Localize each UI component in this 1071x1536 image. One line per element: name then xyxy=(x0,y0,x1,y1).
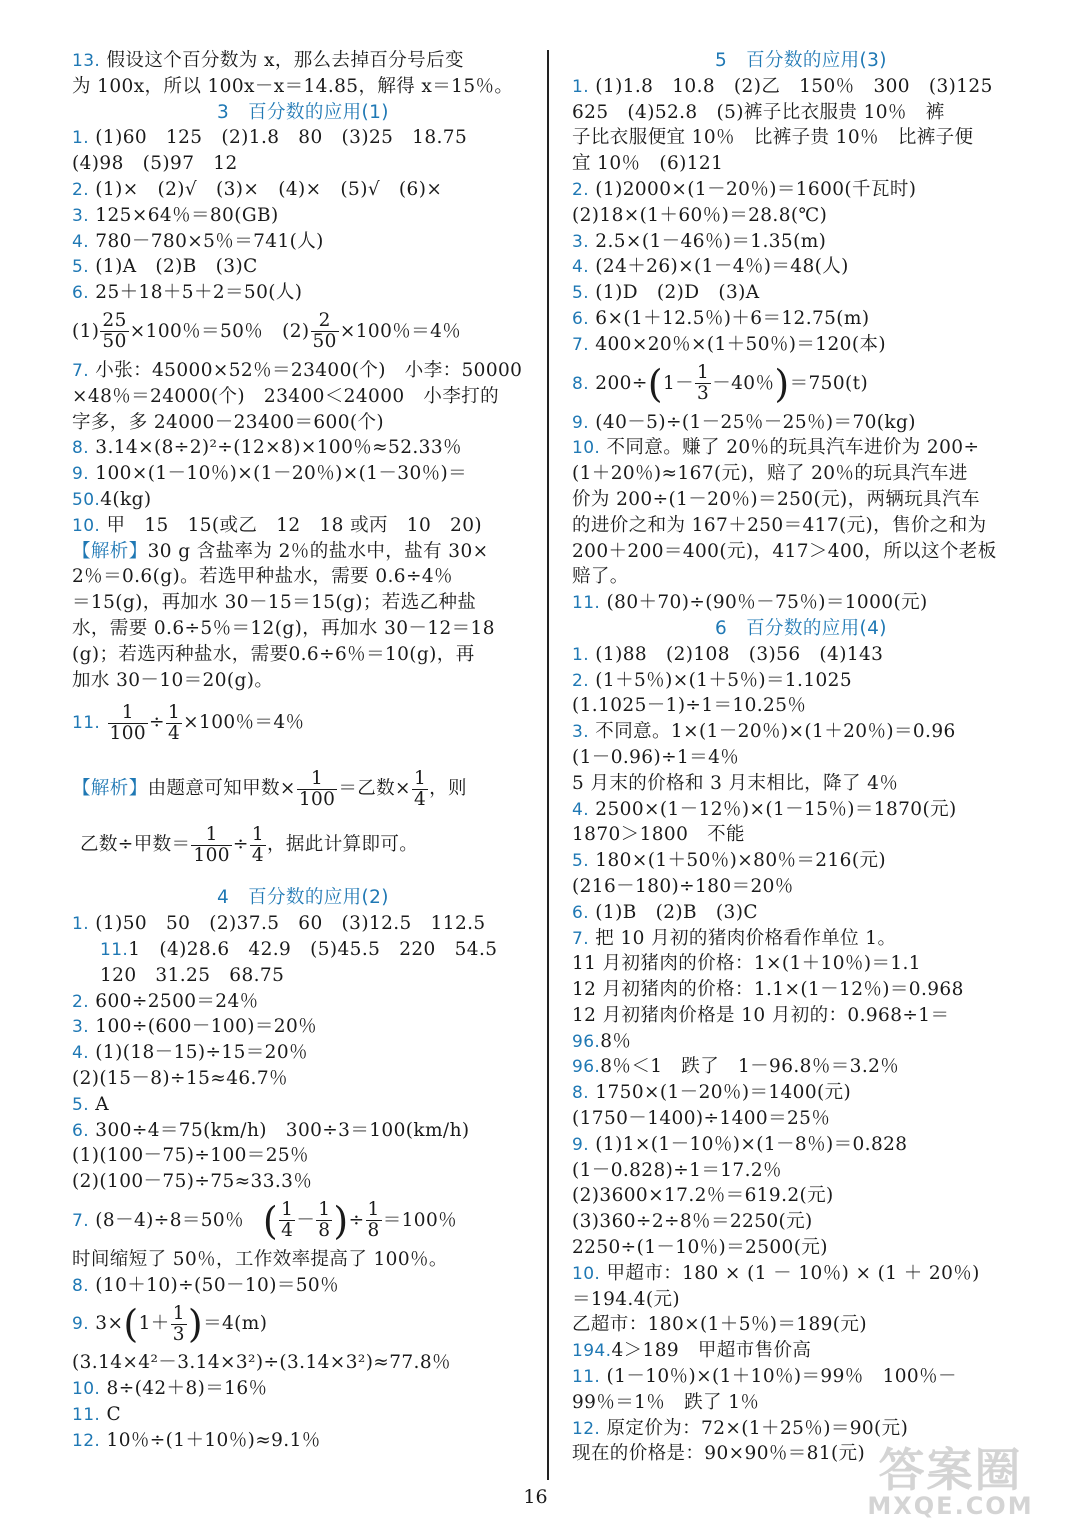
section-heading: 3 百分数的应用(1) xyxy=(217,101,389,123)
fraction: $\frac{1}{3}$ xyxy=(697,362,710,405)
text-line: 1. (1)88 (2)108 (3)56 (4)143 xyxy=(572,643,884,665)
watermark-url: MXQE.COM xyxy=(867,1492,1034,1520)
text-line: 6. (1)B (2)B (3)C xyxy=(572,901,758,923)
text-line: (1－0.828)÷1＝17.2％ xyxy=(572,1159,782,1181)
text-line: 3. 2.5×(1－46％)＝1.35(m) xyxy=(572,230,827,252)
text-line: (1－0.96)÷1＝4％ xyxy=(572,746,740,768)
text-line: (216－180)÷180＝20％ xyxy=(572,875,794,897)
analysis-line: 【解析】30 g 含盐率为 2％的盐水中，盐有 30× xyxy=(72,540,489,562)
fraction: $\frac{1}{100}$ xyxy=(193,823,230,866)
fraction: $\frac{1}{100}$ xyxy=(109,701,147,744)
text-line: 12 月初猪肉价格是 10 月初的：0.968÷1＝ xyxy=(572,1004,950,1026)
text-line: 10. 甲 15 15(或乙 12 18 或丙 10 20) xyxy=(72,514,482,536)
page-number: 16 xyxy=(523,1486,548,1508)
text-line: 99％＝1％ 跌了 1％ xyxy=(572,1391,760,1413)
text-line: 2250÷(1－10％)＝2500(元) xyxy=(572,1237,828,1259)
fraction: $\frac{1}{8}$ xyxy=(367,1199,380,1242)
text-line: (1)(100－75)÷100＝25％ xyxy=(72,1145,309,1167)
text-line: 9. 100×(1－10％)×(1－20％)×(1－30％)＝ xyxy=(72,463,468,485)
text-line: 11. (1－10％)×(1＋10％)＝99％ 100％－ xyxy=(572,1366,957,1388)
fraction-line: 8. 200÷(1－ $\frac{1}{3}$ －40％)＝750(t) xyxy=(572,361,869,406)
text-line: 9. (40－5)÷(1－25％－25％)＝70(kg) xyxy=(572,411,916,433)
text-line: 2. (1＋5％)×(1＋5％)＝1.1025 xyxy=(572,669,852,691)
text-line: 的进价之和为 167＋250＝417(元)，售价之和为 xyxy=(572,514,987,536)
text-line: 11.1 (4)28.6 42.9 (5)45.5 220 54.5 xyxy=(100,938,498,960)
text-line: 96.8％ xyxy=(572,1030,632,1052)
fraction: $\frac{1}{8}$ xyxy=(318,1199,331,1242)
text-line: 3. 不同意。1×(1－20％)×(1＋20％)＝0.96 xyxy=(572,721,956,743)
watermark-text: 答案圈 xyxy=(878,1443,1023,1497)
text-line: 2. (1)× (2)√ (3)× (4)× (5)√ (6)× xyxy=(72,178,443,200)
fraction-line: 乙数÷甲数＝ $\frac{1}{100}$ ÷ $\frac{1}{4}$ ，据此计算即可。 xyxy=(80,823,419,866)
text-line: (g)；若选丙种盐水，需要0.6÷6％＝10(g)，再 xyxy=(72,643,475,665)
text-line: 6. 25＋18＋5＋2＝50(人) xyxy=(72,282,303,304)
fraction: $\frac{1}{3}$ xyxy=(172,1302,185,1345)
fraction: $\frac{1}{4}$ xyxy=(167,701,181,744)
text-line: 12. 原定价为：72×(1＋25％)＝90(元) xyxy=(572,1417,909,1439)
text-line: 8. 3.14×(8÷2)²÷(12×8)×100％≈52.33％ xyxy=(72,437,462,459)
text-line: 4. (24＋26)×(1－4％)＝48(人) xyxy=(572,256,849,278)
text-line: 13. 假设这个百分数为 x，那么去掉百分号后变 xyxy=(72,50,464,71)
text-line: (2)3600×17.2％＝619.2(元) xyxy=(572,1185,834,1207)
text-line: 7. 小张：45000×52％＝23400(个) 小李：50000 xyxy=(72,359,523,381)
text-line: 10. 不同意。赚了 20％的玩具汽车进价为 200÷ xyxy=(572,437,980,459)
text-line: 现在的价格是：90×90％＝81(元) xyxy=(572,1443,866,1465)
text-line: 12 月初猪肉的价格：1.1×(1－12％)＝0.968 xyxy=(572,979,964,1001)
text-line: 96.8％＜1 跌了 1－96.8％＝3.2％ xyxy=(572,1056,900,1078)
fraction-line: 9. 3×(1＋ $\frac{1}{3}$ )＝4(m) xyxy=(72,1302,268,1347)
text-line: 2. (1)2000×(1－20％)＝1600(千瓦时) xyxy=(572,178,917,200)
text-line: 1. (1)1.8 10.8 (2)乙 150％ 300 (3)125 xyxy=(572,75,993,97)
text-line: 4. 780－780×5％＝741(人) xyxy=(72,230,324,252)
watermark-logo xyxy=(848,1443,1053,1520)
analysis-tag: 【解析】 xyxy=(72,540,148,562)
fraction: $\frac{1}{4}$ xyxy=(281,1199,294,1242)
fraction: $\frac{1}{4}$ xyxy=(251,823,264,866)
text-line: ＝194.4(元) xyxy=(572,1288,680,1310)
section-heading: 6 百分数的应用(4) xyxy=(715,617,887,639)
text-line: 子比衣服便宜 10％ 比裤子贵 10％ 比裤子便 xyxy=(572,127,974,149)
text-line: 6. 6×(1＋12.5％)＋6＝12.75(m) xyxy=(572,307,870,329)
text-line: 1. (1)50 50 (2)37.5 60 (3)12.5 112.5 xyxy=(72,913,486,935)
fraction: $\frac{2}{50}$ xyxy=(312,310,337,353)
text-line: 2％＝0.6(g)。若选甲种盐水，需要 0.6÷4％ xyxy=(72,566,453,588)
text-line: ×48％＝24000(个) 23400＜24000 小李打的 xyxy=(72,385,500,407)
text-line: 11. (80＋70)÷(90％－75％)＝1000(元) xyxy=(572,592,928,614)
fraction: $\frac{25}{50}$ xyxy=(102,310,127,353)
left-column xyxy=(72,48,534,1454)
section-heading: 5 百分数的应用(3) xyxy=(715,50,887,71)
text-line: 50.4(kg) xyxy=(72,488,152,510)
section-heading: 4 百分数的应用(2) xyxy=(217,887,389,909)
text-line: 120 31.25 68.75 xyxy=(100,964,285,986)
text-line: 乙超市：180×(1＋5％)＝189(元) xyxy=(572,1314,867,1336)
text-line: 6. 300÷4＝75(km/h) 300÷3＝100(km/h) xyxy=(72,1119,470,1141)
text-line: 赔了。 xyxy=(572,566,629,588)
text-line: 4. 2500×(1－12％)×(1－15％)＝1870(元) xyxy=(572,798,957,820)
text-line: 10. 8÷(42＋8)＝16％ xyxy=(72,1378,268,1400)
text-line: (2)(15－8)÷15≈46.7％ xyxy=(72,1067,288,1089)
text-line: 9. (1)1×(1－10％)×(1－8％)＝0.828 xyxy=(572,1133,908,1155)
text-line: (4)98 (5)97 12 xyxy=(72,153,238,175)
text-line: 价为 200÷(1－20％)＝250(元)，两辆玩具汽车 xyxy=(572,488,980,510)
fraction: $\frac{1}{100}$ xyxy=(298,767,336,810)
text-line: 2. 600÷2500＝24％ xyxy=(72,990,259,1012)
text-line: (1＋20％)≈167(元)，赔了 20％的玩具汽车进 xyxy=(572,463,968,485)
right-column xyxy=(572,48,1030,1467)
text-line: 5 月末的价格和 3 月末相比，降了 4％ xyxy=(572,772,899,794)
text-line: (1750－1400)÷1400＝25％ xyxy=(572,1108,831,1130)
text-line: 5. 180×(1＋50％)×80％＝216(元) xyxy=(572,850,886,872)
text-line: 11 月初猪肉的价格：1×(1＋10％)＝1.1 xyxy=(572,953,921,975)
text-line: 8. 1750×(1－20％)＝1400(元) xyxy=(572,1082,852,1104)
text-line: 1870＞1800 不能 xyxy=(572,824,745,846)
text-line: 3. 100÷(600－100)＝20％ xyxy=(72,1016,318,1038)
text-line: (3)360÷2÷8％＝2250(元) xyxy=(572,1211,813,1233)
text-line: 3. 125×64％＝80(GB) xyxy=(72,204,279,226)
text-line: 11. C xyxy=(72,1404,122,1426)
fraction-line: (1) $\frac{25}{50}$ ×100％＝50％ (2) $\frac{2}{50}$ ×100％＝4％ xyxy=(72,310,462,353)
text-line: 5. (1)D (2)D (3)A xyxy=(572,282,760,304)
text-line: 加水 30－10＝20(g)。 xyxy=(72,669,274,691)
text-line: 7. 400×20％×(1＋50％)＝120(本) xyxy=(572,333,886,355)
text-line: 4. (1)(18－15)÷15＝20％ xyxy=(72,1042,308,1064)
fraction-line: 7. (8－4)÷8＝50％ ( $\frac{1}{4}$ － $\frac{1}{8}$ )÷ $\frac{1}{8}$ ＝100％ xyxy=(72,1198,458,1243)
text-line: 10. 甲超市：180 × (1 － 10％) × (1 ＋ 20％) xyxy=(572,1262,980,1284)
text-line: (2)(100－75)÷75≈33.3％ xyxy=(72,1171,313,1193)
text-line: 5. A xyxy=(72,1093,110,1115)
fraction-line: 11. $\frac{1}{100}$ ÷ $\frac{1}{4}$ ×100％＝4％ xyxy=(72,701,305,744)
text-line: 1. (1)60 125 (2)1.8 80 (3)25 18.75 xyxy=(72,127,468,149)
text-line: 7. 把 10 月初的猪肉价格看作单位 1。 xyxy=(572,927,897,949)
text-line: 时间缩短了 50％，工作效率提高了 100％。 xyxy=(72,1248,448,1270)
text-line: 水，需要 0.6÷5％＝12(g)，再加水 30－12＝18 xyxy=(72,617,495,639)
text-line: 字多，多 24000－23400＝600(个) xyxy=(72,411,385,433)
analysis-tag: 【解析】 xyxy=(72,778,148,800)
text-line: 200＋200＝400(元)，417＞400，所以这个老板 xyxy=(572,540,997,562)
text-line: 8. (10＋10)÷(50－10)＝50％ xyxy=(72,1274,339,1296)
text-line: 为 100x，所以 100x－x＝14.85，解得 x＝15％。 xyxy=(72,75,514,97)
text-line: (3.14×4²－3.14×3²)÷(3.14×3²)≈77.8％ xyxy=(72,1352,451,1374)
fraction: $\frac{1}{4}$ xyxy=(413,767,427,810)
text-line: 宜 10％ (6)121 xyxy=(572,153,724,175)
fraction-line: 【解析】由题意可知甲数× $\frac{1}{100}$ ＝乙数× $\frac{1}{4}$ ，则 xyxy=(72,767,467,810)
text-line: 12. 10％÷(1＋10％)≈9.1％ xyxy=(72,1429,321,1451)
text-line: (2)18×(1＋60％)＝28.8(℃) xyxy=(572,204,828,226)
text-line: 194.4＞189 甲超市售价高 xyxy=(572,1340,812,1362)
text-line: ＝15(g)，再加水 30－15＝15(g)；若选乙种盐 xyxy=(72,592,477,614)
text-line: 625 (4)52.8 (5)裤子比衣服贵 10％ 裤 xyxy=(572,101,945,123)
text-line: (1.1025－1)÷1＝10.25％ xyxy=(572,695,807,717)
column-divider xyxy=(547,50,549,1480)
text-line: 5. (1)A (2)B (3)C xyxy=(72,256,258,278)
